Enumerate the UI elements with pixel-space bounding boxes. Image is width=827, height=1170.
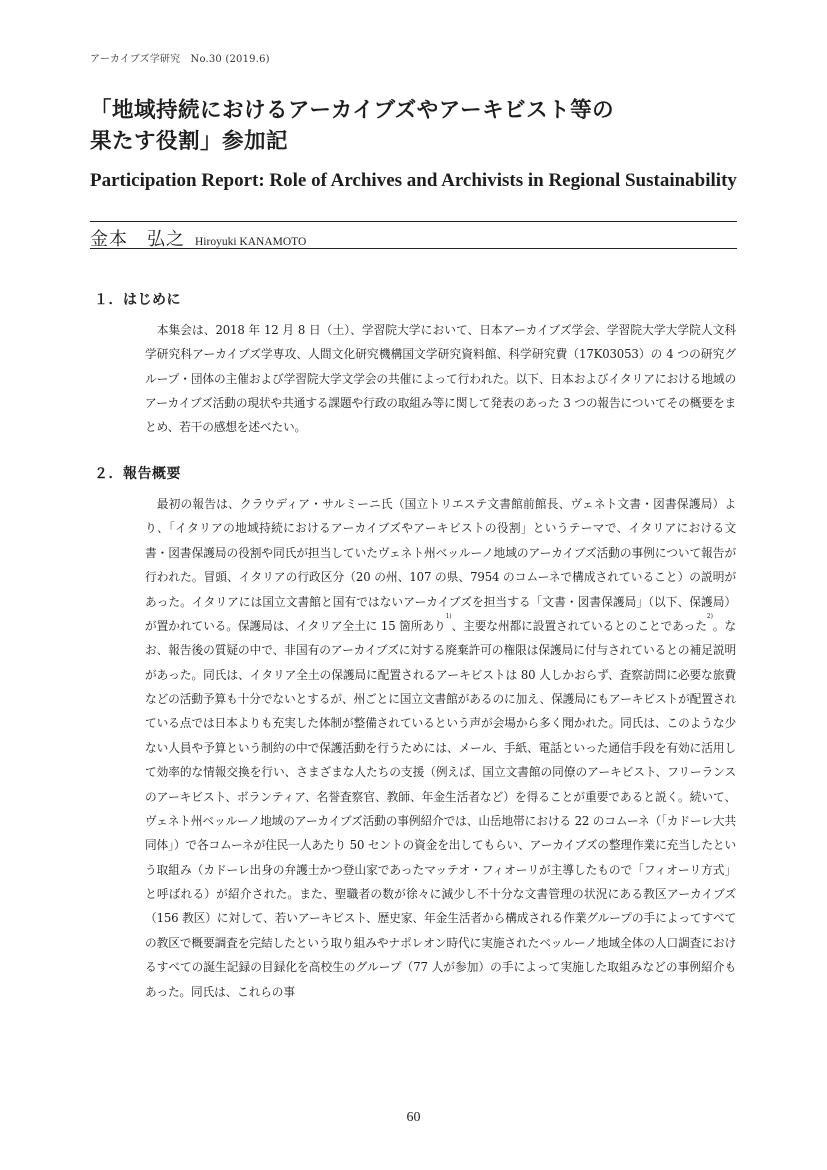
footnote-ref-2[interactable]: 2)	[706, 612, 713, 620]
running-header: アーカイブズ学研究 No.30 (2019.6)	[90, 54, 270, 65]
title-jp-line-1: 「地域持続におけるアーカイブズやアーキビスト等の	[90, 98, 615, 123]
article-title-japanese	[90, 95, 740, 157]
section-report-summary	[90, 464, 738, 1004]
title-rule-top	[90, 221, 737, 222]
article-title-english: Participation Report: Role of Archives and Archivists in Regional Sustainability	[90, 170, 737, 191]
section-heading: ２．報告概要	[94, 466, 181, 482]
author-name-english: Hiroyuki KANAMOTO	[195, 236, 307, 248]
section-introduction	[90, 290, 738, 439]
page-number: 60	[406, 1110, 421, 1125]
paragraph-text: 。なお、報告後の質疑の中で、非国有のアーカイブズに対する廃棄許可の権限は保護局に付与されているとの補足説明があった。同氏は、イタリア全土の保護局に配置されるアーキビストは 80 人しかおらず、査察訪問に必要な旅費などの活動予算も十分でないとするが、州ごとに国立文書館があるのに加え、保護局にもアーキビストが配置されている点では日本よりも充実した体制が整備されているという声が会場から多く聞かれた。同氏は、このような少ない人員や予算という制約の中で保護活動を行うためには、メール、手紙、電話といった通信手段を有効に活用して効率的な情報交換を行い、さまざまな人たちの支援（例えば、国立文書館の同僚のアーキビスト、フリーランスのアーキビスト、ボランティア、名誉査察官、教師、年金生活者など）を得ることが重要であると説く。続いて、ヴェネト州ベッルーノ地域のアーカイブズ活動の事例紹介では、山岳地帯における 22 のコムーネ（「カドーレ大共同体」）で各コムーネが住民一人あたり 50 セントの資金を出してもらい、アーカイブズの整理作業に充当したという取組み（カドーレ出身の弁護士かつ登山家であったマッテオ・フィオーリが主導したもので「フィオーリ方式」と呼ばれる）が紹介された。また、聖職者の数が徐々に減少し不十分な文書管理の状況にある教区アーカイブズ（156 教区）に対して、若いアーキビスト、歴史家、年金生活者から構成される作業グループの手によってすべての教区で概要調査を完結したという取り組みやナポレオン時代に実施されたベッルーノ地域全体の人口調査におけるすべての誕生記録の目録化を高校生のグループ（77 人が参加）の手によって実施した取組みなどの事例紹介もあった。同氏は、これらの事	[145, 618, 736, 999]
title-jp-line-2: 果たす役割」参加記	[90, 129, 289, 154]
footnote-ref-1[interactable]: 1)	[445, 612, 452, 620]
title-rule-bottom	[90, 248, 737, 249]
section-paragraph: 本集会は、2018 年 12 月 8 日（土）、学習院大学において、日本アーカイブズ学会、学習院大学大学院人文科学研究科アーカイブズ学専攻、人間文化研究機構国文学研究資料館、科学研究費（17K03053）の 4 つの研究グループ・団体の主催および学習院大学文学会の共催によって行われた。以下、日本およびイタリアにおける地域のアーカイブズ活動の現状や共通する課題や行政の取組み等に関して発表のあった 3 つの報告についてその概要をまとめ、若干の感想を述べたい。	[145, 323, 736, 435]
section-paragraph	[145, 492, 736, 1004]
author-line	[90, 225, 307, 250]
paragraph-text: 最初の報告は、クラウディア・サルミーニ氏（国立トリエステ文書館前館長、ヴェネト文書・図書保護局）より、「イタリアの地域持続におけるアーカイブズやアーキビストの役割」というテーマで、イタリアにおける文書・図書保護局の役割や同氏が担当していたヴェネト州ベッルーノ地域のアーカイブズ活動の事例について報告が行われた。冒頭、イタリアの行政区分（20 の州、107 の県、7954 のコムーネで構成されていること）の説明があった。イタリアには国立文書館と国有ではないアーカイブズを担当する「文書・図書保護局」（以下、保護局）が置かれている。保護局は、イタリア全土に 15 箇所あり	[145, 497, 736, 633]
author-name-japanese: 金本 弘之	[90, 229, 185, 250]
section-heading: １．はじめに	[94, 292, 181, 308]
paragraph-text: 、主要な州都に設置されているとのことであった	[451, 618, 707, 633]
